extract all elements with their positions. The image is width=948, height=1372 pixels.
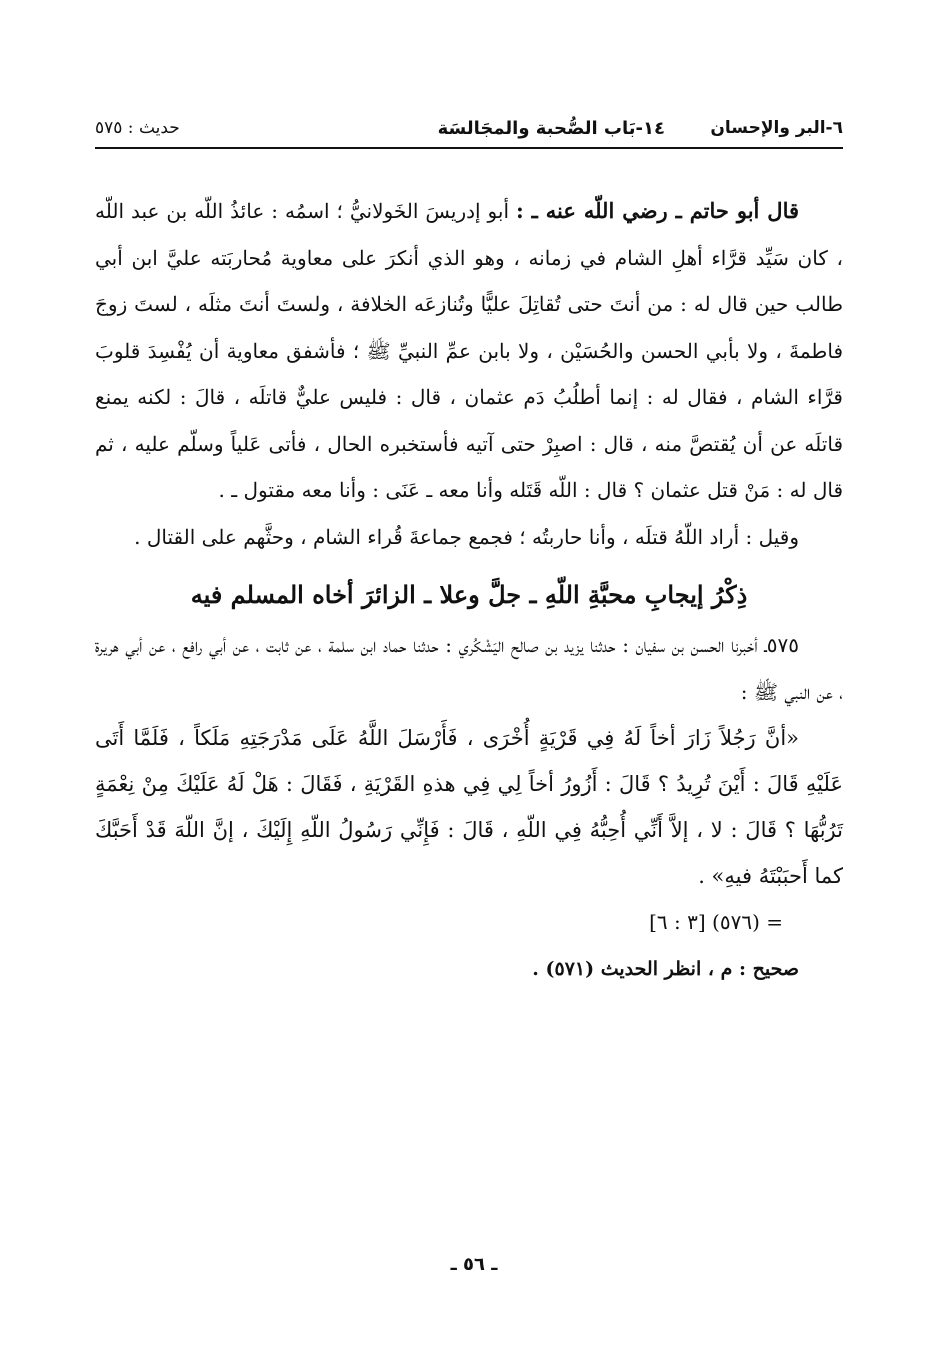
page-number: ـ ٥٦ ـ [450,1254,498,1275]
hadith-grading: صحيح : م ، انظر الحديث (٥٧١) . [532,957,799,980]
hadith-isnad: ٥٧٥ـ أخبرنا الحسن بن سفيان : حدثنا يزيد بن صالح اليَشْكُري : حدثنا حماد ابن سلمة ، عن ثابت ، عن أبي رافع ، عن أبي هريرة ، عن النبي ﷺ : [95,633,843,704]
hadith-reference: حديث : ٥٧٥ [95,118,180,138]
commentary-text: أبو إدريسَ الخَولانيُّ ؛ اسمُه : عائذُ اللّه بن عبد اللّه ، كان سَيِّد قرَّاء أهلِ الشام في زمانه ، وهو الذي أنكرَ على معاوية مُحاربَته عليَّ ابن أبي طالب حين قال له : من أنتَ حتى تُقاتِلَ عليًّا وتُنازعَه الخلافة ، ولستَ أنتَ مثلَه ، لستَ زوجَ فاطمةَ ، ولا بأبي الحسن والحُسَيْن ، ولا بابن عمِّ النبيِّ ﷺ ؛ فأشفق معاوية أن يُفْسِدَ قلوبَ قرَّاء الشام ، فقال له : إنما أطلُبُ دَم عثمان ، قال : فليس عليٌّ قاتلَه ، قالَ : لكنه يمنع قاتلَه عن أن يُقتصَّ منه ، قال : اصبِرْ حتى آتيه فأستخبره الحال ، فأتى عَلياً وسلّم عليه ، ثم قال له : مَنْ قتل عثمان ؟ قال : اللّه قَتَله وأنا معه ـ عَنَى : وأنا معه مقتول ـ . [95,199,844,502]
commentary-paragraph [95,188,843,514]
commentary-paragraph-2: وقيل : أراد اللّهُ قتلَه ، وأنا حاربتُه ؛ فجمع جماعةَ قُراء الشام ، وحثَّهم على القتال . [134,524,799,549]
section-title: ذِكْرُ إيجابِ محبَّةِ اللّهِ ـ جلَّ وعلا ـ الزائرَ أخاه المسلم فيه [190,580,748,609]
cross-reference: = (٥٧٦) [٣ : ٦] [649,910,783,934]
section-heading: ١٤-بَاب الصُّحبة والمجَالسَة [437,118,665,139]
hadith-matn: «أنَّ رَجُلاً زَارَ أخاً لَهُ فِي قَرْيَةٍ أُخْرَى ، فَأَرْسَلَ اللَّهُ عَلَى مَدْرَجَتِهِ مَلَكاً ، فَلَمَّا أَتَى عَلَيْهِ قَالَ : أَيْنَ تُرِيدُ ؟ قَالَ : أَزُورُ أخاً لِي فِي هذهِ القَرْيَةِ ، فَقَالَ : هَلْ لَهُ عَلَيْكَ مِنْ نِعْمَةٍ تَرُبُّهَا ؟ قَالَ : لا ، إلاَّ أَنِّي أُحِبُّهُ فِي اللّهِ ، قَالَ : فَإِنِّي رَسُولُ اللّهِ إِلَيْكَ ، إنَّ اللّهَ قَدْ أَحَبَّكَ كما أَحبَبْتَهُ فيهِ» . [95,726,843,888]
page-header [95,112,843,146]
page-body [95,188,843,992]
chapter-title: ٦-البر والإحسان [710,118,843,138]
commentary-lead: قال أبو حاتم ـ رضي اللّه عنه ـ : [516,198,800,223]
header-divider [95,147,843,149]
